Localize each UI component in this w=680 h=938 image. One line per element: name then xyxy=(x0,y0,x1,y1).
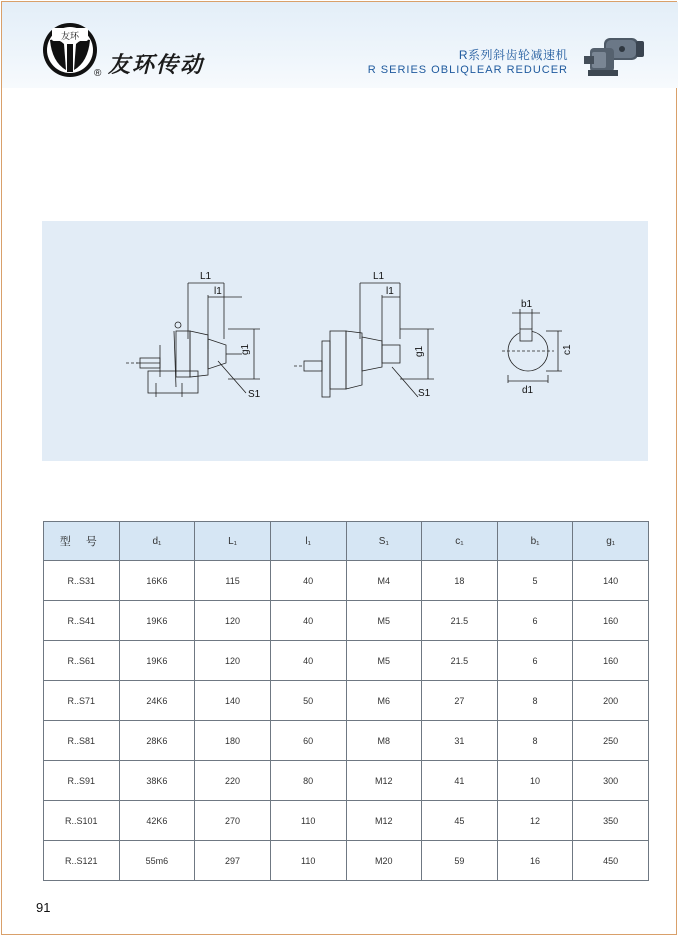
value-cell: 45 xyxy=(422,801,498,841)
header-model: 型 号 xyxy=(44,522,120,561)
model-cell: R..S101 xyxy=(44,801,120,841)
value-cell: 200 xyxy=(573,681,649,721)
value-cell: 120 xyxy=(195,641,271,681)
value-cell: 220 xyxy=(195,761,271,801)
value-cell: M6 xyxy=(346,681,422,721)
table-header-row xyxy=(44,522,649,561)
flange-mounted-reducer-drawing xyxy=(294,283,434,397)
value-cell: 80 xyxy=(270,761,346,801)
value-cell: 6 xyxy=(497,641,573,681)
model-cell: R..S121 xyxy=(44,841,120,881)
table-row xyxy=(44,601,649,641)
label-L1-b: L1 xyxy=(373,271,385,282)
foot-mounted-reducer-drawing xyxy=(126,283,260,397)
value-cell: 250 xyxy=(573,721,649,761)
value-cell: M12 xyxy=(346,761,422,801)
value-cell: 10 xyxy=(497,761,573,801)
value-cell: 19K6 xyxy=(119,601,195,641)
label-S1-b: S1 xyxy=(418,388,431,399)
shaft-section-drawing xyxy=(502,309,562,383)
table-row xyxy=(44,801,649,841)
value-cell: 59 xyxy=(422,841,498,881)
value-cell: M12 xyxy=(346,801,422,841)
value-cell: 40 xyxy=(270,561,346,601)
label-g1-b: g1 xyxy=(414,345,425,357)
header-g1: g₁ xyxy=(573,522,649,561)
value-cell: 21.5 xyxy=(422,601,498,641)
logo-text: 友环 xyxy=(60,32,79,42)
label-l1-b: l1 xyxy=(386,286,394,297)
value-cell: 115 xyxy=(195,561,271,601)
label-L1-a: L1 xyxy=(200,271,212,282)
table-row xyxy=(44,841,649,881)
value-cell: 450 xyxy=(573,841,649,881)
gear-reducer-motor-icon xyxy=(582,30,648,84)
value-cell: 160 xyxy=(573,601,649,641)
value-cell: 270 xyxy=(195,801,271,841)
value-cell: 180 xyxy=(195,721,271,761)
value-cell: 12 xyxy=(497,801,573,841)
dimension-drawing xyxy=(42,221,648,461)
page-number: 91 xyxy=(36,900,51,915)
value-cell: 350 xyxy=(573,801,649,841)
value-cell: M8 xyxy=(346,721,422,761)
value-cell: 110 xyxy=(270,841,346,881)
value-cell: 21.5 xyxy=(422,641,498,681)
value-cell: 160 xyxy=(573,641,649,681)
header-d1: d₁ xyxy=(119,522,195,561)
table-row xyxy=(44,681,649,721)
value-cell: 40 xyxy=(270,641,346,681)
value-cell: 16K6 xyxy=(119,561,195,601)
model-cell: R..S91 xyxy=(44,761,120,801)
value-cell: 41 xyxy=(422,761,498,801)
table-row xyxy=(44,641,649,681)
label-l1-a: l1 xyxy=(214,286,222,297)
value-cell: 120 xyxy=(195,601,271,641)
label-S1-a: S1 xyxy=(248,389,261,400)
header-b1: b₁ xyxy=(497,522,573,561)
value-cell: 28K6 xyxy=(119,721,195,761)
value-cell: 18 xyxy=(422,561,498,601)
label-d1: d1 xyxy=(522,385,534,396)
value-cell: 6 xyxy=(497,601,573,641)
value-cell: M4 xyxy=(346,561,422,601)
value-cell: 27 xyxy=(422,681,498,721)
title-chinese: R系列斜齿轮减速机 xyxy=(458,48,568,62)
label-b1: b1 xyxy=(521,299,533,310)
table-row xyxy=(44,721,649,761)
model-cell: R..S31 xyxy=(44,561,120,601)
page-header xyxy=(2,2,678,88)
value-cell: 19K6 xyxy=(119,641,195,681)
value-cell: 16 xyxy=(497,841,573,881)
header-l1: l₁ xyxy=(270,522,346,561)
value-cell: 55m6 xyxy=(119,841,195,881)
value-cell: 300 xyxy=(573,761,649,801)
model-cell: R..S81 xyxy=(44,721,120,761)
value-cell: 31 xyxy=(422,721,498,761)
value-cell: M5 xyxy=(346,641,422,681)
label-c1: c1 xyxy=(562,344,573,355)
value-cell: 110 xyxy=(270,801,346,841)
header-L1: L₁ xyxy=(195,522,271,561)
value-cell: 24K6 xyxy=(119,681,195,721)
model-cell: R..S71 xyxy=(44,681,120,721)
value-cell: 297 xyxy=(195,841,271,881)
model-cell: R..S61 xyxy=(44,641,120,681)
value-cell: 50 xyxy=(270,681,346,721)
value-cell: 38K6 xyxy=(119,761,195,801)
dimension-drawing-panel xyxy=(42,221,648,461)
table-row xyxy=(44,561,649,601)
registered-mark: ® xyxy=(94,68,102,79)
table-body xyxy=(44,561,649,881)
value-cell: 40 xyxy=(270,601,346,641)
value-cell: M5 xyxy=(346,601,422,641)
value-cell: 60 xyxy=(270,721,346,761)
table-row xyxy=(44,761,649,801)
value-cell: 8 xyxy=(497,681,573,721)
title-english: R SERIES OBLIQLEAR REDUCER xyxy=(367,64,568,76)
header-S1: S₁ xyxy=(346,522,422,561)
label-g1-a: g1 xyxy=(240,343,251,355)
value-cell: 8 xyxy=(497,721,573,761)
value-cell: 140 xyxy=(195,681,271,721)
value-cell: 5 xyxy=(497,561,573,601)
header-c1: c₁ xyxy=(422,522,498,561)
dimension-spec-table xyxy=(43,521,649,881)
brand-name: 友环传动 xyxy=(108,52,205,78)
value-cell: 140 xyxy=(573,561,649,601)
model-cell: R..S41 xyxy=(44,601,120,641)
value-cell: M20 xyxy=(346,841,422,881)
value-cell: 42K6 xyxy=(119,801,195,841)
